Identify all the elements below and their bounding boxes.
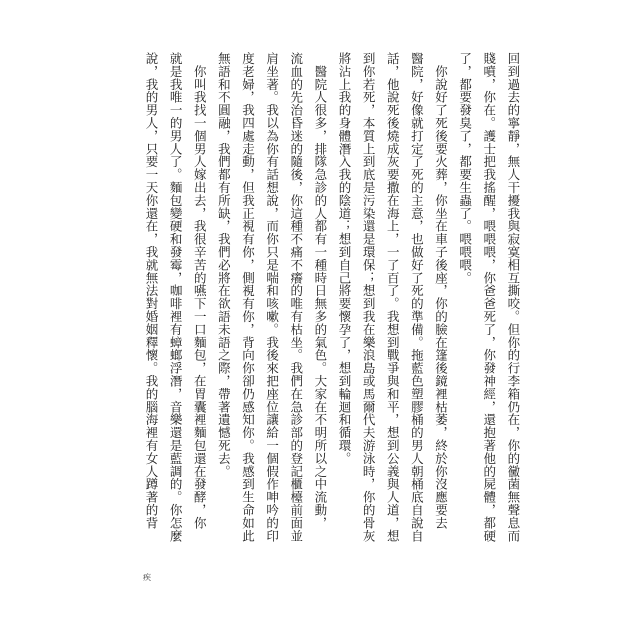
text-column: 醫院人很多，排隊急診的人都有一種時日無多的氣色。大家在不明所以之中流動，	[312, 52, 328, 530]
text-column: 你說好了死後要火葬，你坐在車子後座，你的臉在篷後鏡裡枯萎，終於你沒應要去	[433, 52, 449, 530]
text-column: 了，都要發臭了，都要生蟲了。喂喂喂。	[457, 52, 473, 285]
text-column: 無語和不圓融，我們都有所缺，我們必將在欲語未語之際，帶著遺憾死去。	[216, 52, 232, 478]
text-column: 就是我唯一的男人了。麵包變硬和發霉，咖啡裡有蟑螂浮潛，音樂還是藍調的。你怎麼	[168, 52, 184, 543]
vertical-text-block	[144, 52, 521, 543]
text-column: 將沾上我的身體潛入我的陰道；想到自己將要懷孕了，想到輪迴和循環。	[337, 52, 352, 465]
text-column: 賤噴，你在。護士把我搖醒，喂喂喂，你爸爸死了，你發神經，還抱著他的屍體，都硬	[481, 52, 497, 543]
text-column: 流血的先治昏迷的隨後，你這種不痛不癢的唯有枯坐。我們在急診部的登記櫃檯前面並	[288, 52, 304, 543]
text-column: 度老婦，我四處走動，但我正視有你，側視有你，背向你卻仍感知你。我感到生命如此	[240, 52, 256, 543]
page-number: 疾	[143, 573, 151, 582]
text-column: 話，他說死後燒成灰要撒在海上，一了百了。我想到戰爭與和平，想到公義與人道，想	[385, 52, 401, 543]
text-column: 醫院，好像就打定了死的主意，也做好了死的準備。拖藍色塑膠桶的男人朝桶底自說自	[409, 52, 425, 543]
text-column: 回到過去的寧靜，無人干擾我與寂寞相互撕咬。但你的行李箱仍在，你的黴菌無聲息而	[505, 52, 521, 543]
text-column: 肩坐著。我以為你有話想說，而你只是喘和咳嗽。我後來把座位讓給一個假作呻吟的印	[264, 52, 280, 543]
text-column: 到你若死，本質上到底是污染還是環保；想到我在樂浪島或馬爾代夫游泳時，你的骨灰	[361, 52, 377, 543]
text-column: 你叫我找一個男人嫁出去，我很辛苦的嚥下一口麵包，在胃囊裡麵包還在發酵，你	[192, 52, 208, 530]
text-column: 說，我的男人，只要一天你還在，我就無法對婚姻釋懷。我的腦海裡有女人蹲著的背	[144, 52, 159, 530]
